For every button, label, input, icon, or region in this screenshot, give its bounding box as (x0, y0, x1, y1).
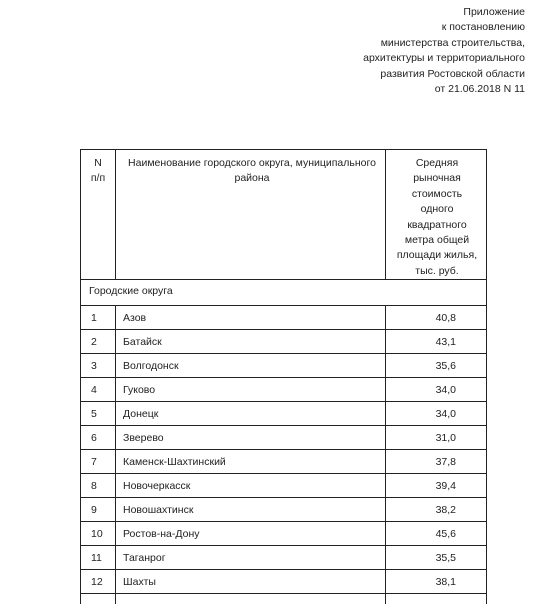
price-value: 35,6 (386, 354, 487, 378)
column-header-number (81, 150, 116, 280)
table-row (81, 330, 487, 354)
empty-cell (81, 594, 116, 604)
row-number: 10 (81, 522, 116, 546)
table-row (81, 402, 487, 426)
price-value: 37,8 (386, 450, 487, 474)
table-header-row (81, 150, 487, 280)
column-header-name (116, 150, 386, 280)
header-text: площади жилья, (396, 249, 478, 262)
municipality-name: Гуково (116, 378, 386, 402)
table-row (81, 546, 487, 570)
municipality-name: Новошахтинск (116, 498, 386, 522)
price-value: 38,1 (386, 570, 487, 594)
table-row (81, 474, 487, 498)
header-line: министерства строительства, (380, 36, 525, 49)
table-row (81, 378, 487, 402)
header-text: Средняя (415, 157, 459, 169)
row-number: 5 (81, 402, 116, 426)
table-continuation (81, 594, 487, 604)
header-text: метра общей (404, 234, 470, 247)
header-text: стоимость (411, 187, 463, 200)
row-number: 7 (81, 450, 116, 474)
header-line: развития Ростовской области (380, 67, 525, 80)
row-number: 8 (81, 474, 116, 498)
municipality-name: Каменск-Шахтинский (116, 450, 386, 474)
header-text: тыс. руб. (415, 264, 459, 277)
price-value: 39,4 (386, 474, 487, 498)
price-value: 38,2 (386, 498, 487, 522)
table-row (81, 306, 487, 330)
row-number: 3 (81, 354, 116, 378)
price-value: 34,0 (386, 402, 487, 426)
municipality-name: Азов (116, 306, 386, 330)
table-row (81, 426, 487, 450)
section-row (81, 280, 487, 306)
table-row (81, 450, 487, 474)
row-number: 11 (81, 546, 116, 570)
municipality-name: Новочеркасск (116, 474, 386, 498)
row-number: 6 (81, 426, 116, 450)
price-value: 31,0 (386, 426, 487, 450)
empty-cell (386, 594, 487, 604)
header-line: к постановлению (441, 21, 525, 34)
municipality-name: Зверево (116, 426, 386, 450)
municipality-name: Таганрог (116, 546, 386, 570)
price-value: 40,8 (386, 306, 487, 330)
row-number: 9 (81, 498, 116, 522)
price-value: 34,0 (386, 378, 487, 402)
header-text: одного (420, 203, 454, 216)
row-number: 12 (81, 570, 116, 594)
table-row (81, 498, 487, 522)
section-title: Городские округа (81, 280, 487, 306)
header-text: квадратного (407, 218, 467, 231)
column-header-value (386, 150, 487, 280)
price-value: 35,5 (386, 546, 487, 570)
appendix-header (363, 5, 525, 97)
row-number: 2 (81, 330, 116, 354)
row-number: 1 (81, 306, 116, 330)
header-text: N (94, 157, 102, 169)
municipality-name: Батайск (116, 330, 386, 354)
municipality-name: Волгодонск (116, 354, 386, 378)
housing-price-table (80, 149, 487, 604)
empty-cell (116, 594, 386, 604)
municipality-name: Ростов-на-Дону (116, 522, 386, 546)
header-text: района (234, 172, 270, 185)
price-value: 43,1 (386, 330, 487, 354)
header-line: архитектуры и территориального (363, 52, 525, 65)
row-number: 4 (81, 378, 116, 402)
table-row (81, 354, 487, 378)
table-row (81, 522, 487, 546)
header-line: от 21.06.2018 N 11 (434, 83, 525, 96)
header-text: Наименование городского округа, муниципального (128, 157, 376, 169)
municipality-name: Шахты (116, 570, 386, 594)
header-text: п/п (90, 172, 106, 185)
header-line: Приложение (463, 6, 525, 18)
header-text: рыночная (413, 172, 461, 185)
table-row (81, 570, 487, 594)
price-value: 45,6 (386, 522, 487, 546)
municipality-name: Донецк (116, 402, 386, 426)
